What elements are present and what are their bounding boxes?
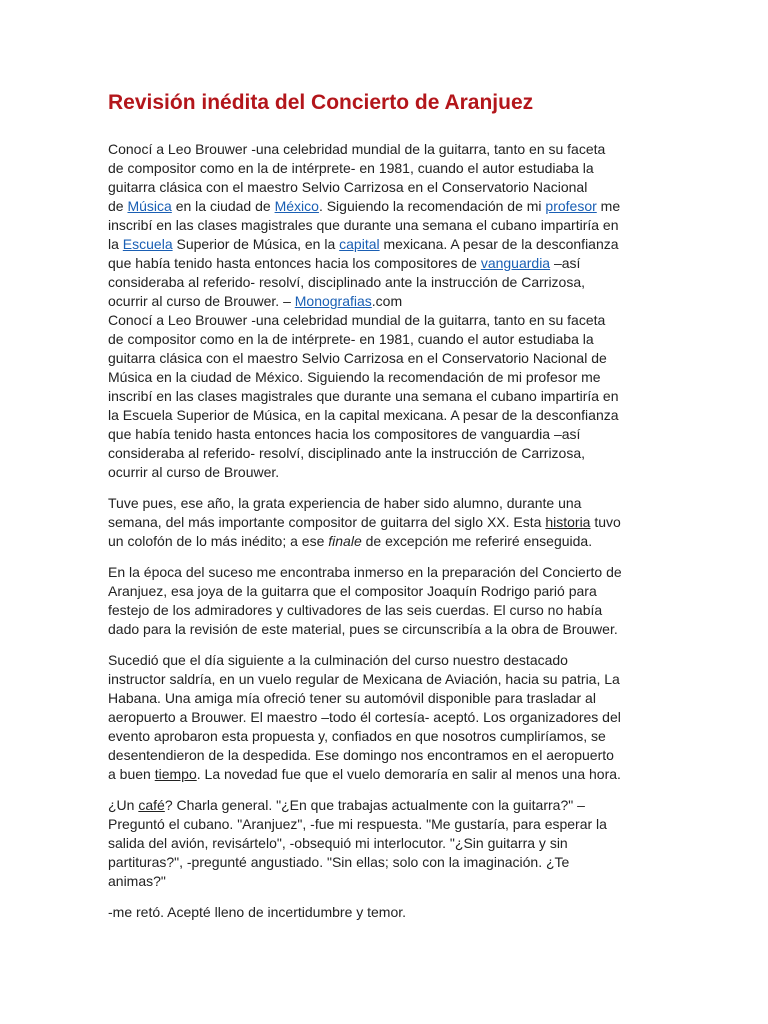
- link-mexico[interactable]: México: [274, 198, 319, 214]
- page-title: Revisión inédita del Concierto de Aranjuez: [108, 91, 534, 114]
- text-line: la Escuela Superior de Música, en la capital mexicana. A pesar de la desconfianza: [108, 407, 619, 423]
- link-tiempo[interactable]: tiempo: [154, 766, 197, 782]
- text-line: [108, 513, 660, 532]
- link-cafe[interactable]: café: [138, 797, 165, 813]
- paragraph-5: [108, 651, 660, 784]
- paragraph-6: [108, 796, 660, 891]
- text-segment: ocurrir al curso de Brouwer. –: [108, 293, 295, 309]
- link-musica[interactable]: Música: [127, 198, 172, 214]
- text-segment: mexicana. A pesar de la desconfianza: [379, 236, 619, 252]
- text-line: aeropuerto a Brouwer. El maestro –todo él cortesía- aceptó. Los organizadores del: [108, 709, 621, 725]
- paragraph-1: [108, 140, 660, 311]
- paragraph-3: [108, 494, 660, 551]
- text-line: -me retó. Acepté lleno de incertidumbre y temor.: [108, 904, 407, 920]
- paragraph-2: [108, 311, 660, 482]
- paragraph-4: [108, 563, 660, 639]
- link-escuela[interactable]: Escuela: [122, 236, 173, 252]
- text-line: Conocí a Leo Brouwer -una celebridad mundial de la guitarra, tanto en su faceta: [108, 141, 606, 157]
- text-segment: tuvo: [590, 514, 621, 530]
- text-line: Música en la ciudad de México. Siguiendo la recomendación de mi profesor me: [108, 369, 601, 385]
- link-vanguardia[interactable]: vanguardia: [480, 255, 551, 271]
- text-segment: la: [108, 236, 123, 252]
- text-line: guitarra clásica con el maestro Selvio Carrizosa en el Conservatorio Nacional: [108, 179, 588, 195]
- text-segment: Superior de Música, en la: [172, 236, 340, 252]
- text-segment: . Siguiendo la recomendación de mi: [318, 198, 546, 214]
- text-segment: me: [596, 198, 621, 214]
- text-line: Tuve pues, ese año, la grata experiencia de haber sido alumno, durante una: [108, 495, 582, 511]
- text-line: guitarra clásica con el maestro Selvio Carrizosa en el Conservatorio Nacional de: [108, 350, 607, 366]
- paragraph-gap: [108, 891, 660, 903]
- text-line: animas?": [108, 873, 166, 889]
- text-line: Sucedió que el día siguiente a la culminación del curso nuestro destacado: [108, 652, 568, 668]
- text-line: instructor saldría, en un vuelo regular de Mexicana de Aviación, hacia su patria, La: [108, 671, 620, 687]
- text-line: festejo de los admiradores y cultivadores de las seis cuerdas. El curso no había: [108, 602, 603, 618]
- link-monografias[interactable]: Monografias: [294, 293, 372, 309]
- paragraph-gap: [108, 551, 660, 563]
- text-line: En la época del suceso me encontraba inmerso en la preparación del Concierto de: [108, 564, 622, 580]
- document-page: [108, 90, 660, 922]
- text-line: consideraba al referido- resolví, disciplinado ante la instrucción de Carrizosa,: [108, 274, 586, 290]
- text-segment: ? Charla general. "¿En que trabajas actualmente con la guitarra?" –: [164, 797, 585, 813]
- text-line: [108, 197, 660, 216]
- text-line: Habana. Una amiga mía ofreció tener su automóvil disponible para trasladar al: [108, 690, 596, 706]
- text-line: [108, 532, 660, 551]
- text-line: consideraba al referido- resolví, disciplinado ante la instrucción de Carrizosa,: [108, 445, 586, 461]
- text-segment: un colofón de lo más inédito; a ese: [108, 533, 329, 549]
- text-line: de compositor como en la de intérprete- en 1981, cuando el autor estudiaba la: [108, 331, 594, 347]
- paragraph-gap: [108, 482, 660, 494]
- text-segment: ¿Un: [108, 797, 139, 813]
- text-segment: .com: [371, 293, 403, 309]
- text-line: desentendieron de la despedida. Ese domingo nos encontramos en el aeropuerto: [108, 747, 614, 763]
- text-segment: que había tenido hasta entonces hacia los compositores de: [108, 255, 481, 271]
- text-segment: de: [108, 198, 128, 214]
- text-line: partituras?", -pregunté angustiado. "Sin ellas; solo con la imaginación. ¿Te: [108, 854, 570, 870]
- text-segment: en la ciudad de: [171, 198, 275, 214]
- text-segment: semana, del más importante compositor de guitarra del siglo XX. Esta: [108, 514, 546, 530]
- text-segment: a buen: [108, 766, 155, 782]
- text-line: [108, 292, 660, 311]
- text-line: evento aprobaron esta propuesta y, confiados en que nosotros cumpliríamos, se: [108, 728, 606, 744]
- paragraph-gap: [108, 784, 660, 796]
- text-line: salida del avión, revisártelo", -obsequió mi interlocutor. "¿Sin guitarra y sin: [108, 835, 568, 851]
- italic-word: finale: [328, 533, 362, 549]
- text-segment: de excepción me referiré enseguida.: [361, 533, 593, 549]
- text-segment: –así: [550, 255, 581, 271]
- text-line: [108, 796, 660, 815]
- text-line: [108, 765, 660, 784]
- text-line: de compositor como en la de intérprete- en 1981, cuando el autor estudiaba la: [108, 160, 594, 176]
- paragraph-gap: [108, 639, 660, 651]
- paragraph-7: [108, 903, 660, 922]
- text-line: ocurrir al curso de Brouwer.: [108, 464, 280, 480]
- link-historia[interactable]: historia: [545, 514, 591, 530]
- text-line: dado para la revisión de este material, pues se circunscribía a la obra de Brouwer.: [108, 621, 618, 637]
- text-line: Conocí a Leo Brouwer -una celebridad mundial de la guitarra, tanto en su faceta: [108, 312, 606, 328]
- link-profesor[interactable]: profesor: [545, 198, 597, 214]
- link-capital[interactable]: capital: [339, 236, 380, 252]
- text-line: inscribí en las clases magistrales que durante una semana el cubano impartiría en: [108, 217, 619, 233]
- text-line: [108, 254, 660, 273]
- text-line: Preguntó el cubano. "Aranjuez", -fue mi respuesta. "Me gustaría, para esperar la: [108, 816, 607, 832]
- text-line: Aranjuez, esa joya de la guitarra que el compositor Joaquín Rodrigo parió para: [108, 583, 597, 599]
- text-line: inscribí en las clases magistrales que durante una semana el cubano impartiría en: [108, 388, 619, 404]
- text-segment: . La novedad fue que el vuelo demoraría en salir al menos una hora.: [196, 766, 621, 782]
- text-line: que había tenido hasta entonces hacia los compositores de vanguardia –así: [108, 426, 581, 442]
- text-line: [108, 235, 660, 254]
